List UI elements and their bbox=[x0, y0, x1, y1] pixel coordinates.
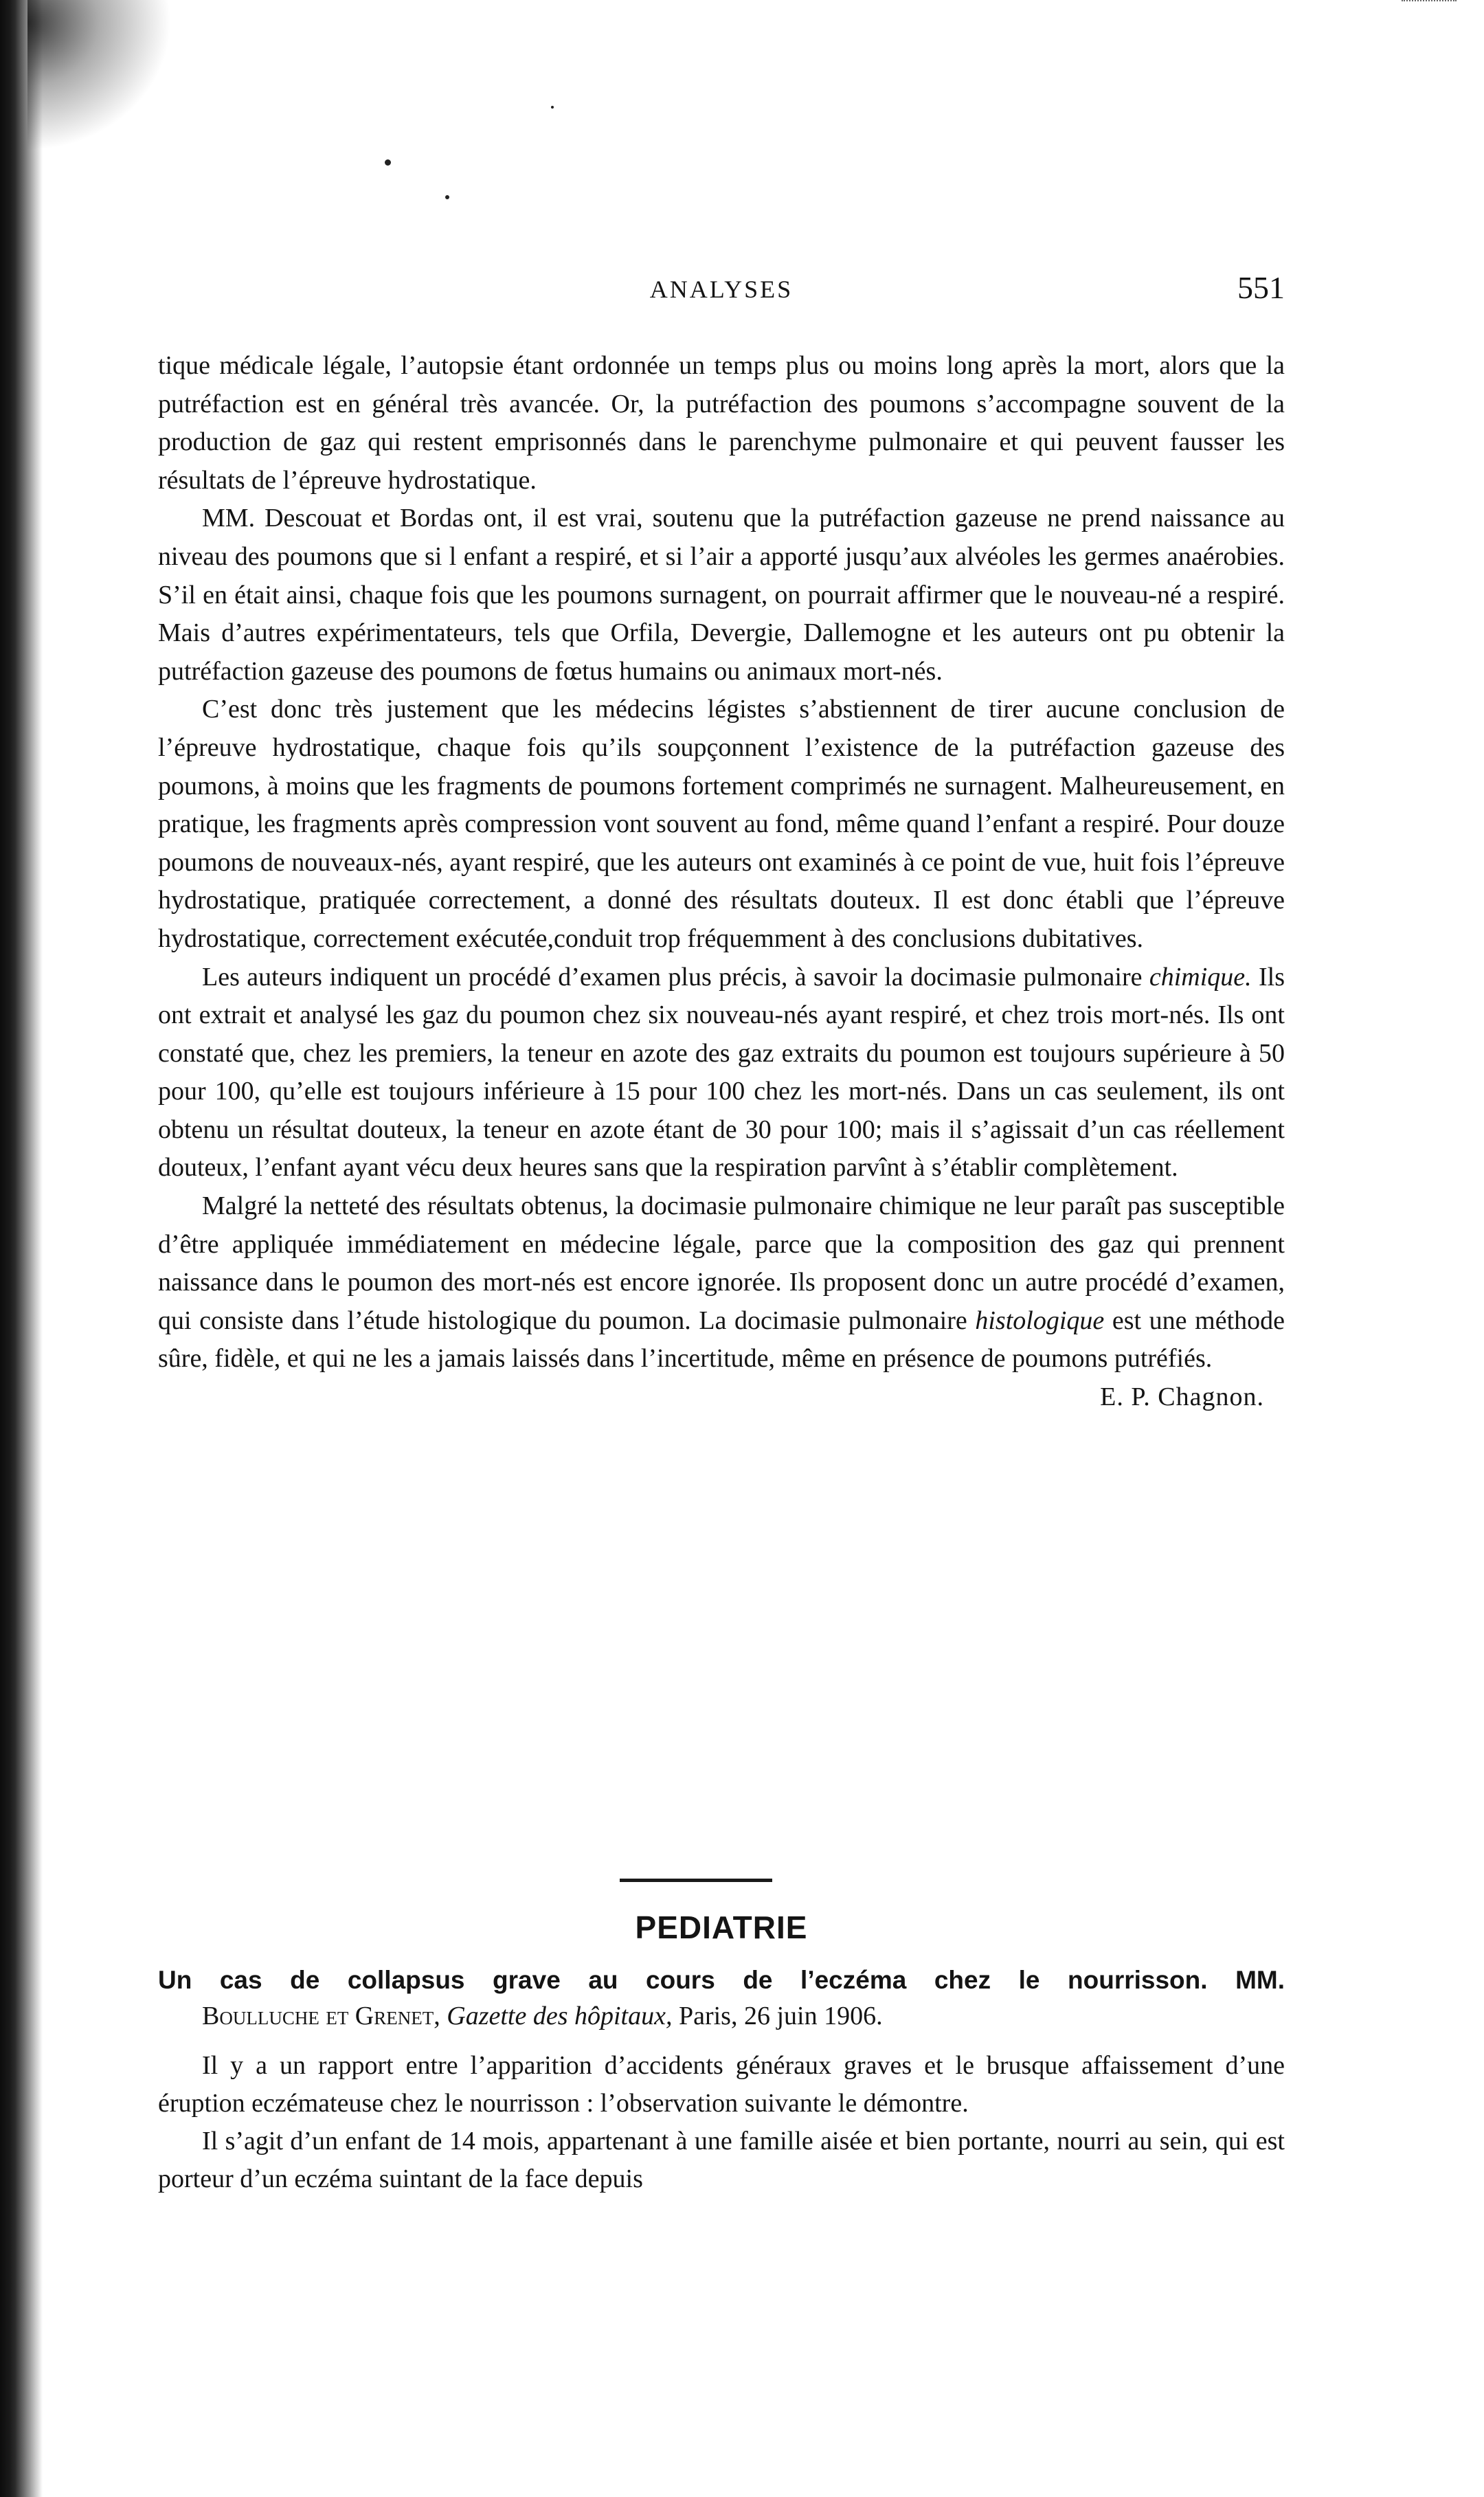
emphasis: histologique bbox=[975, 1306, 1105, 1335]
text-run: Malgré la netteté des résultats obtenus, la docimasie pulmonaire chimique ne leur paraît pas susceptible d’être appliquée immédiatement en médecine légale, parce que la composition des gaz qui prennent naissance dans le poumon des mort-nés est encore ignorée. Ils proposent donc un autre procédé d’examen, qui consiste dans l’étude histologique du poumon. La docimasie pulmonaire bbox=[158, 1191, 1285, 1335]
article-source bbox=[202, 1998, 1285, 2035]
running-head bbox=[158, 269, 1285, 311]
text-run: Ils ont extrait et analysé les gaz du poumon chez six nouveau-nés ayant respiré, et chez trois mort-nés. Ils ont constaté que, chez les premiers, la teneur en azote des gaz extraits du poumon est toujours supérieure à 50 pour 100, qu’elle est toujours inférieure à 15 pour 100 chez les mort-nés. Dans un cas seulement, ils ont obtenu un résultat douteux, la teneur en azote étant de 30 pour 100; mais il s’agissait d’un cas réellement douteux, l’enfant ayant vécu deux heures sans que la respiration parvînt à s’établir complètement. bbox=[158, 962, 1285, 1183]
article-title: Un cas de collapsus grave au cours de l’eczéma chez le nourrisson. MM. bbox=[158, 1966, 1285, 1994]
publication-place-date: Paris, 26 juin 1906. bbox=[672, 2002, 883, 2030]
paragraph: C’est donc très justement que les médecins légistes s’abstiennent de tirer aucune conclusion de l’épreuve hydrostatique, chaque fois qu’ils soupçonnent l’existence de la putréfaction gazeuse des poumons, à moins que les fragments de poumons fortement comprimés ne surnagent. Malheureusement, en pratique, les fragments après compression vont souvent au fond, même quand l’enfant a respiré. Pour douze poumons de nouveaux-nés, ayant respiré, que les auteurs ont examinés à ce point de vue, huit fois l’épreuve hydrostatique, pratiquée correctement, a donné des résultats douteux. Il est donc établi que l’épreuve hydrostatique, correctement exécutée,conduit trop fréquemment à des conclusions dubitatives. bbox=[158, 695, 1285, 953]
scan-speck bbox=[385, 159, 391, 166]
article-authors: Boulluche et Grenet, bbox=[202, 2002, 440, 2030]
scan-binding-shadow bbox=[27, 0, 172, 151]
section-heading: PEDIATRIE bbox=[635, 1910, 808, 1945]
paragraph: Il y a un rapport entre l’apparition d’accidents généraux graves et le brusque affaissement d’une éruption eczémateuse chez le nourrisson : l’observation suivante le démontre. bbox=[158, 2051, 1285, 2118]
body-text bbox=[158, 347, 1285, 1417]
running-title: ANALYSES bbox=[649, 276, 794, 303]
article bbox=[158, 1962, 1285, 2198]
page-number: 551 bbox=[1237, 270, 1285, 305]
journal-name: Gazette des hôpitaux, bbox=[447, 2002, 673, 2030]
text-run: Les auteurs indiquent un procédé d’examen plus précis, à savoir la docimasie pulmonaire bbox=[202, 962, 1149, 992]
paragraph: tique médicale légale, l’autopsie étant ordonnée un temps plus ou moins long après la mort, alors que la putréfaction est en général très avancée. Or, la putréfaction des poumons s’accompagne souvent de la production de gaz qui restent emprisonnés dans le parenchyme pulmonaire et qui peuvent fausser les résultats de l’épreuve hydrostatique. bbox=[158, 351, 1285, 495]
paragraph: MM. Descouat et Bordas ont, il est vrai, soutenu que la putréfaction gazeuse ne prend naissance au niveau des poumons que si l enfant a respiré, et si l’air a apporté jusqu’aux alvéoles les germes anaérobies. S’il en était ainsi, chaque fois que les poumons surnagent, on pourrait affirmer que le nouveau-né a respiré. Mais d’autres expérimentateurs, tels que Orfila, Devergie, Dallemogne et les auteurs ont pu obtenir la putréfaction gazeuse des poumons de fœtus humains ou animaux mort-nés. bbox=[158, 504, 1285, 686]
scan-speck bbox=[445, 195, 449, 199]
paragraph bbox=[158, 959, 1285, 1188]
section-divider bbox=[620, 1879, 772, 1882]
text-run: est une méthode sûre, fidèle, et qui ne les a jamais laissés dans l’incertitude, même en présence de poumons putréfiés. bbox=[158, 1306, 1285, 1374]
scan-speck bbox=[551, 106, 554, 109]
scan-corner-mark bbox=[1402, 0, 1457, 5]
article-body bbox=[158, 2047, 1285, 2198]
scan-binding-edge bbox=[0, 0, 43, 2497]
paragraph: Il s’agit d’un enfant de 14 mois, appartenant à une famille aisée et bien portante, nourri au sein, qui est porteur d’un eczéma suintant de la face depuis bbox=[158, 2127, 1285, 2193]
paragraph bbox=[158, 1187, 1285, 1378]
author-signature: E. P. Chagnon. bbox=[1100, 1382, 1264, 1412]
emphasis: chimique. bbox=[1149, 962, 1252, 992]
